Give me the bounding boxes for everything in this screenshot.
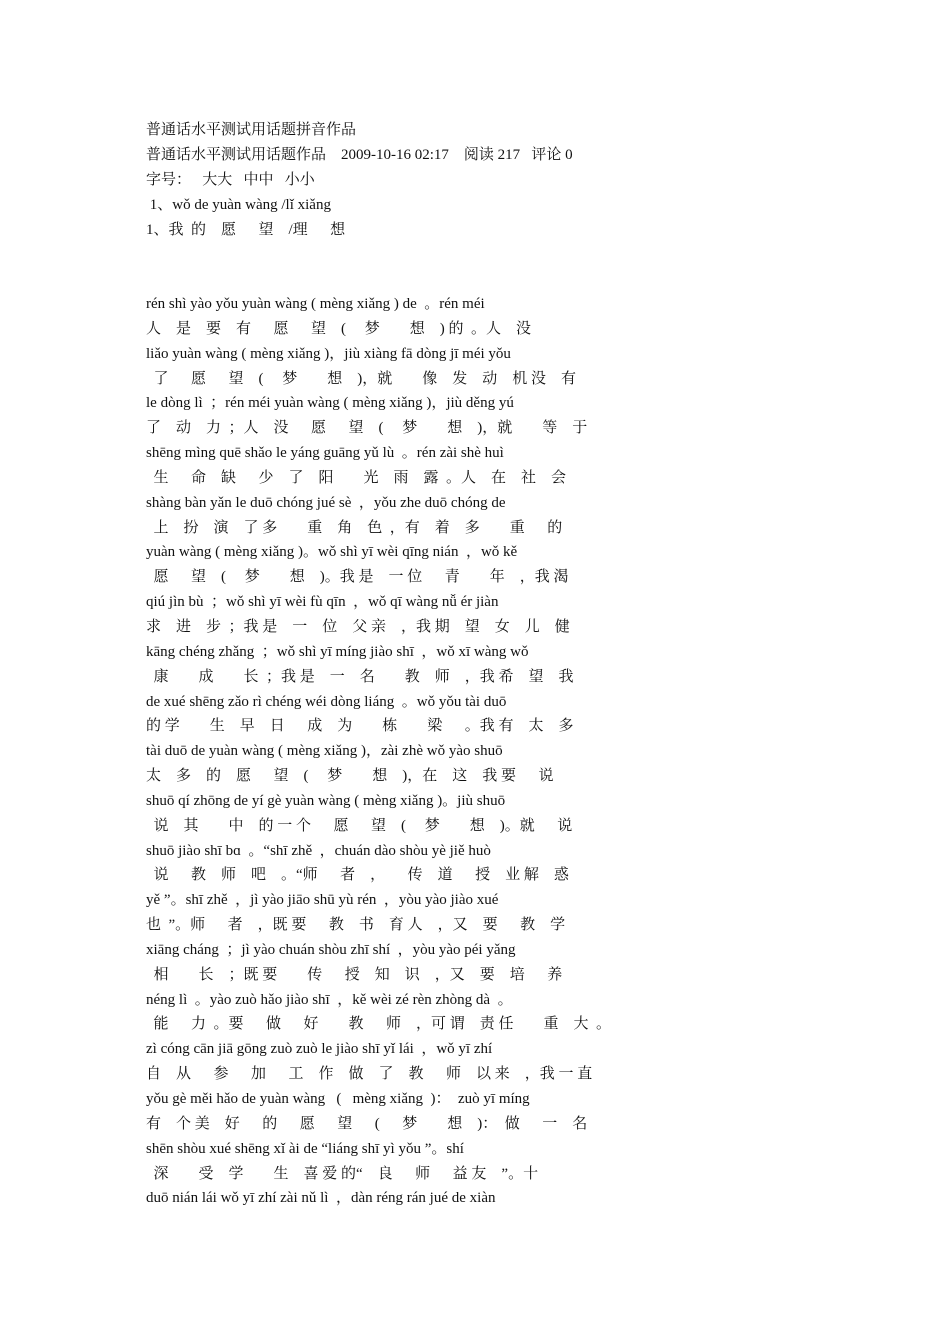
document-body — [146, 292, 846, 1211]
hanzi-line: 求 进 步 ；我 是 一 位 父 亲 ，我 期 望 女 儿 健 — [146, 618, 570, 635]
pinyin-line: de xué shēng zǎo rì chéng wéi dòng liáng 。wǒ yǒu tài duō — [146, 693, 507, 710]
pinyin-line: yě ”。shī zhě ，jì yào jiāo shū yù rén ，yòu yào jiào xué — [146, 892, 499, 909]
pinyin-line: rén shì yào yǒu yuàn wàng ( mèng xiǎng ) de 。rén méi — [146, 296, 485, 312]
pinyin-line: néng lì 。yào zuò hǎo jiào shī ，kě wèi zé rèn zhòng dà 。 — [146, 991, 513, 1008]
pinyin-line: tài duō de yuàn wàng ( mèng xiǎng )，zài zhè wǒ yào shuō — [146, 743, 503, 760]
pinyin-line: shēn shòu xué shēng xǐ ài de “liáng shī yì yǒu ”。shí — [146, 1140, 464, 1157]
hanzi-line: 人 是 要 有 愿 望 ( 梦 想 ) 的 。人 没 — [146, 320, 531, 337]
font-size-options: 字号： 大大 中中 小小 — [146, 172, 315, 188]
pinyin-line: xiāng cháng ；jì yào chuán shòu zhī shí ，yòu yào péi yǎng — [146, 941, 516, 958]
pinyin-line: yuàn wàng ( mèng xiǎng )。wǒ shì yī wèi qīng nián ，wǒ kě — [146, 544, 518, 561]
hanzi-line: 有 个 美 好 的 愿 望 ( 梦 想 )： 做 一 名 — [146, 1115, 588, 1132]
pinyin-line: shàng bàn yǎn le duō chóng jué sè ，yǒu zhe duō chóng de — [146, 494, 506, 511]
document-title: 普通话水平测试用话题拼音作品 — [146, 122, 357, 138]
pinyin-line: yǒu gè měi hǎo de yuàn wàng ( mèng xiǎng )： zuò yī míng — [146, 1091, 530, 1107]
hanzi-line: 上 扮 演 了 多 重 角 色 ，有 着 多 重 的 — [146, 519, 563, 536]
hanzi-line: 愿 望 ( 梦 想 )。我 是 一 位 青 年 ，我 渴 — [146, 569, 569, 586]
hanzi-line: 的 学 生 早 日 成 为 栋 梁 。我 有 太 多 — [146, 718, 574, 735]
document-header — [146, 118, 846, 243]
hanzi-line: 康 成 长 ；我 是 一 名 教 师 ，我 希 望 我 — [146, 668, 574, 685]
hanzi-line: 说 教 师 吧 。“师 者 ， 传 道 授 业 解 惑 — [146, 867, 569, 884]
hanzi-line: 说 其 中 的 一 个 愿 望 ( 梦 想 )。就 说 — [146, 817, 573, 834]
pinyin-line: liǎo yuàn wàng ( mèng xiǎng )，jiù xiàng fā dòng jī méi yǒu — [146, 345, 511, 362]
hanzi-line: 了 动 力 ；人 没 愿 望 ( 梦 想 )，就 等 于 — [146, 420, 588, 437]
hanzi-line: 生 命 缺 少 了 阳 光 雨 露 。人 在 社 会 — [146, 469, 567, 486]
pinyin-line: shuō qí zhōng de yí gè yuàn wàng ( mèng xiǎng )。jiù shuō — [146, 792, 506, 809]
hanzi-line: 太 多 的 愿 望 ( 梦 想 )，在 这 我 要 说 — [146, 768, 554, 785]
pinyin-line: zì cóng cān jiā gōng zuò zuò le jiào shī yǐ lái ，wǒ yī zhí — [146, 1041, 493, 1058]
pinyin-line: kāng chéng zhǎng ；wǒ shì yī míng jiào shī ，wǒ xī wàng wǒ — [146, 643, 529, 660]
pinyin-line: qiú jìn bù ；wǒ shì yī wèi fù qīn ，wǒ qī wàng nǚ ér jiàn — [146, 594, 499, 611]
heading-pinyin: 1、wǒ de yuàn wàng /lǐ xiǎng — [146, 197, 331, 213]
pinyin-line: le dòng lì ；rén méi yuàn wàng ( mèng xiǎng )，jiù děng yú — [146, 395, 514, 412]
hanzi-line: 也 ”。师 者 ，既 要 教 书 育 人 ，又 要 教 学 — [146, 917, 566, 934]
heading-hanzi: 1、我 的 愿 望 /理 想 — [146, 222, 346, 238]
hanzi-line: 相 长 ；既 要 传 授 知 识 ，又 要 培 养 — [146, 966, 563, 983]
pinyin-line: duō nián lái wǒ yī zhí zài nǔ lì ，dàn réng rán jué de xiàn — [146, 1190, 496, 1207]
hanzi-line: 自 从 参 加 工 作 做 了 教 师 以 来 ，我 一 直 — [146, 1066, 593, 1083]
pinyin-line: shuō jiào shī bɑ 。“shī zhě ，chuán dào shòu yè jiě huò — [146, 842, 491, 859]
hanzi-line: 了 愿 望 ( 梦 想 )，就 像 发 动 机 没 有 — [146, 370, 576, 387]
hanzi-line: 能 力 。要 做 好 教 师 ，可 谓 责 任 重 大 。 — [146, 1016, 612, 1033]
hanzi-line: 深 受 学 生 喜 爱 的“ 良 师 益 友 ”。十 — [146, 1165, 539, 1182]
post-meta: 普通话水平测试用话题作品 2009-10-16 02:17 阅读 217 评论 0 — [146, 147, 573, 163]
pinyin-line: shēng mìng quē shǎo le yáng guāng yǔ lù 。rén zài shè huì — [146, 445, 504, 462]
